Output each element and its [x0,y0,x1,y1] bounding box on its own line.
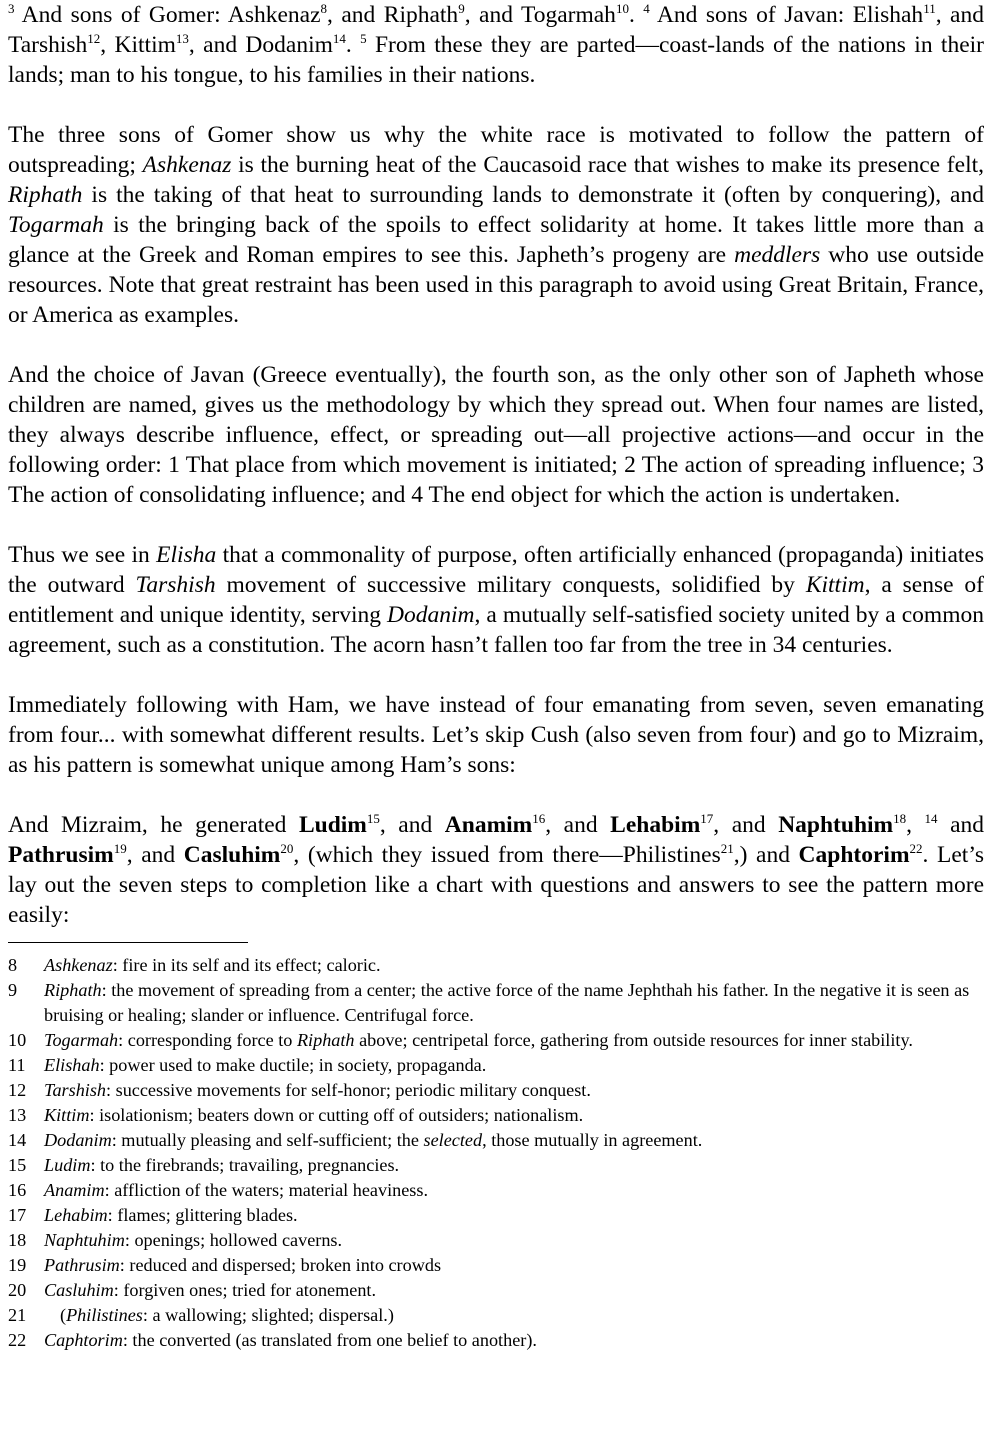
footnote-ref: 16 [532,811,546,826]
footnote-ref: 18 [893,811,907,826]
paragraph-elisha-pattern: Thus we see in Elisha that a commonality of purpose, often artificially enhanced (propaganda) initiates the outward Tarshish movement of successive military conquests, solidified by Kittim, a sense of entitlement and unique identity, serving Dodanim, a mutually self-satisfied society united by a common agreement, such as a constitution. The acorn hasn’t fallen too far from the tree in 34 centuries. [8,542,984,658]
verse-number: 14 [924,811,938,826]
footnote-13: 13 Kittim: isolationism; beaters down or cutting off of outsiders; nationalism. [8,1105,584,1125]
footnote-ref: 15 [366,811,380,826]
footnotes-list [8,953,984,1353]
footnote-ref: 21 [720,841,734,856]
footnote-ref: 11 [923,1,936,16]
footnote-19: 19 Pathrusim: reduced and dispersed; broken into crowds [8,1255,442,1275]
footnote-21: 21 (Philistines: a wallowing; slighted; dispersal.) [8,1305,394,1325]
footnote-ref: 12 [87,31,101,46]
footnote-9: 9 Riphath: the movement of spreading from a center; the active force of the name Jephthah his father. In the negative it is seen as bruising or healing; slander or influence. Centrifugal force. [8,980,970,1025]
footnote-10: 10 Togarmah: corresponding force to Riphath above; centripetal force, gathering from outside resources for inner stability. [8,1030,913,1050]
footnote-22: 22 Caphtorim: the converted (as translated from one belief to another). [8,1330,537,1350]
paragraph-ham: Immediately following with Ham, we have instead of four emanating from seven, seven emanating from four... with somewhat different results. Let’s skip Cush (also seven from four) and go to Mizraim, as his pattern is somewhat unique among Ham’s sons: [8,692,984,778]
footnote-8: 8 Ashkenaz: fire in its self and its effect; caloric. [8,955,381,975]
verse-number: 5 [360,31,367,46]
footnote-12: 12 Tarshish: successive movements for self-honor; periodic military conquest. [8,1080,591,1100]
footnote-18: 18 Naphtuhim: openings; hollowed caverns. [8,1230,343,1250]
footnote-ref: 17 [700,811,714,826]
footnote-ref: 14 [332,31,346,46]
footnote-ref: 19 [113,841,127,856]
footnote-ref: 8 [320,1,328,16]
footnote-16: 16 Anamim: affliction of the waters; material heaviness. [8,1180,429,1200]
footnote-ref: 10 [615,1,629,16]
footnote-15: 15 Ludim: to the firebrands; travailing, pregnancies. [8,1155,400,1175]
footnote-ref: 20 [280,841,294,856]
verse-number: 4 [643,1,650,16]
paragraph-javan-choice: And the choice of Javan (Greece eventually), the fourth son, as the only other son of Japheth whose children are named, gives us the methodology by which they spread out. When four names are listed, they always describe influence, effect, or spreading out—all projective actions—and occur in the following order: 1 That place from which movement is initiated; 2 The action of spreading influence; 3 The action of consolidating influence; and 4 The end object for which the action is undertaken. [8,362,984,508]
footnote-17: 17 Lehabim: flames; glittering blades. [8,1205,298,1225]
footnote-ref: 13 [175,31,189,46]
verse-number: 3 [8,1,15,16]
footnote-20: 20 Casluhim: forgiven ones; tried for atonement. [8,1280,377,1300]
paragraph-gomer-sons: The three sons of Gomer show us why the white race is motivated to follow the pattern of outspreading; Ashkenaz is the burning heat of the Caucasoid race that wishes to make its presence felt, Riphath is the taking of that heat to surrounding lands to demonstrate it (often by conquering), and Togarmah is the bringing back of the spoils to effect solidarity at home. It takes little more than a glance at the Greek and Roman empires to see this. Japheth’s progeny are meddlers who use outside resources. Note that great restraint has been used in this paragraph to avoid using Great Britain, France, or America as examples. [8,122,984,328]
footnote-ref: 9 [458,1,465,16]
footnote-14: 14 Dodanim: mutually pleasing and self-sufficient; the selected, those mutually in agreement. [8,1130,703,1150]
paragraph-mizraim: And Mizraim, he generated Ludim$^{15}$, and Anamim$^{16}$, and Lehabim$^{17}$, and Naphtuhim$^{18}$, $^{14}$ and Pathrusim$^{19}$, and Casluhim$^{20}$, (which they issued from there—Philistines$^{21}$,) and Caphtorim$^{22}$. Let’s lay out the seven steps to completion like a chart with questions and answers to see the pattern more easily: [8,811,985,928]
footnote-11: 11 Elishah: power used to make ductile; in society, propaganda. [8,1055,487,1075]
footnote-ref: 22 [909,841,923,856]
paragraph-genesis-verses: $^3$ And sons of Gomer: Ashkenaz$^8$, and Riphath$^9$, and Togarmah$^{10}$. $^4$ And sons of Javan: Elishah$^{11}$, and Tarshish$^{12}$, Kittim$^{13}$, and Dodanim$^{14}$. $^5$ From these they are parted—coast-lands of the nations in their lands; man to his tongue, to his families in their nations. [8,1,984,88]
footnote-divider [8,942,248,943]
